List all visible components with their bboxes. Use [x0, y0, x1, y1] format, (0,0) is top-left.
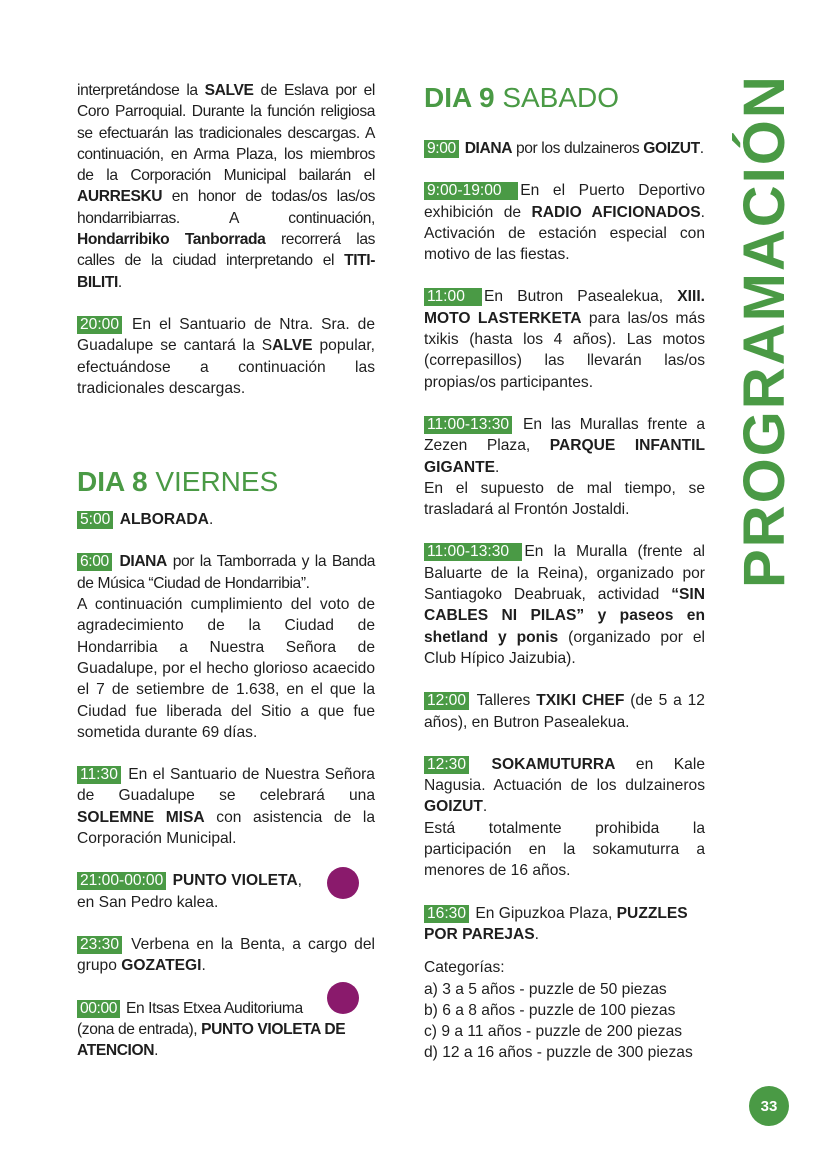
highlight-text: GOZATEGI — [121, 957, 202, 975]
body-text: . — [117, 273, 122, 291]
body-text: . — [699, 140, 704, 157]
body-text: de Eslava por el Coro Parroquial. Durante la función religiosa se efectuarán las tradicionales descargas. A continuación, en Arma Plaza, los miembros de la Corporación Municipal bailarán el — [77, 82, 375, 185]
body-text: con asistencia de la Corporación Municipal. — [77, 808, 375, 848]
body-text: En las Murallas frente a Zezen Plaza, — [424, 415, 705, 455]
event-5-00 — [77, 509, 375, 530]
body-text: En el Puerto Deportivo exhibición de — [424, 182, 705, 221]
highlight-text: SOLEMNE MISA — [77, 808, 205, 826]
event-20-00 — [77, 314, 375, 399]
body-text — [471, 756, 492, 773]
body-text: En el Santuario de Ntra. Sra. de Guadalupe se cantará la S — [77, 315, 375, 355]
violet-point-icon — [327, 982, 359, 1014]
body-text: En Itsas Etxea Auditoriuma (zona de entrada), — [77, 999, 303, 1038]
body-text: . — [208, 511, 214, 529]
body-text: . — [534, 925, 539, 943]
event-11-00 — [424, 286, 705, 392]
time-badge: 5:00 — [77, 511, 113, 529]
day-9-heading: DIA 9 SABADO — [424, 82, 620, 113]
body-text: A continuación cumplimiento del voto de agradecimiento de la Ciudad de Hondarribia a Nuestra Señora de Guadalupe, por el hecho glorioso acaecido el 7 de setiembre de 1.638, en el que la Ciudad fue liberada del Sitio a que fue sometida durante 69 días. — [77, 596, 375, 741]
body-text: . En el supuesto de mal tiempo, se trasladará al Frontón Jostaldi. — [424, 458, 705, 519]
body-text: recorrerá las calles de la ciudad interpretando el — [77, 231, 375, 270]
highlight-text: AURRESKU — [77, 188, 163, 206]
categories-label: Categorías: — [424, 959, 505, 977]
event-11-00-13-30-a — [424, 414, 705, 520]
body-text: en honor de todas/os las/os hondarribiarras. A continuación, — [77, 188, 375, 227]
time-badge: 6:00 — [77, 553, 112, 571]
body-text: (organizado por el Club Hípico Jaizubia). — [424, 628, 705, 667]
body-text: para las/os más txikis (hasta los 4 años). Las motos (correpasillos) las llevarán las/os propias/os participantes. — [424, 309, 705, 391]
highlight-text: DIANA — [119, 553, 167, 571]
body-text: En Butron Pasealekua, — [484, 288, 678, 306]
highlight-text: PUNTO VIOLETA — [172, 872, 298, 890]
body-text: Talleres — [471, 692, 537, 710]
highlight-text: DIANA — [464, 140, 513, 157]
body-text: (de 5 a 12 años), en Butron Pasealekua. — [424, 692, 705, 731]
time-badge: 20:00 — [77, 316, 122, 334]
event-12-30 — [424, 754, 705, 882]
highlight-text: TXIKI CHEF — [536, 692, 625, 710]
highlight-text: GOIZUT — [424, 798, 483, 816]
highlight-text: XIII. MOTO LASTERKETA — [424, 288, 706, 327]
body-text: En el Santuario de Nuestra Señora de Guadalupe se celebrará una — [77, 766, 375, 805]
body-text: En la Muralla (frente al Baluarte de la Reina), organizado por Santiagoko Deabruak, actividad — [424, 543, 705, 604]
highlight-text: SOKAMUTURRA — [491, 755, 616, 773]
highlight-text: GOIZUT — [643, 140, 700, 157]
time-badge: 12:00 — [424, 692, 469, 710]
body-text: en Kale Nagusia. Actuación de los dulzaineros — [424, 755, 705, 795]
violet-point-icon — [327, 867, 359, 899]
body-text: . — [201, 957, 206, 975]
time-badge: 11:00 — [424, 288, 482, 306]
event-23-30 — [77, 934, 375, 977]
highlight-text: Hondarribiko Tanborrada — [77, 231, 266, 249]
event-12-00 — [424, 690, 705, 733]
body-text: popular, efectuándose a continuación las tradicionales descargas. — [77, 337, 376, 397]
highlight-text: RADIO AFICIONADOS — [531, 203, 701, 221]
event-6-00-detail — [77, 594, 375, 743]
body-text: , en San Pedro kalea. — [77, 872, 302, 911]
time-badge: 23:30 — [77, 936, 122, 954]
time-badge: 11:30 — [77, 766, 121, 784]
section-title-vertical: PROGRAMACIÓN — [732, 74, 797, 588]
category-item: c) 9 a 11 años - puzzle de 200 piezas — [424, 1023, 683, 1041]
right-column — [424, 80, 705, 1064]
event-11-00-13-30-b — [424, 541, 705, 669]
time-badge: 12:30 — [424, 756, 469, 774]
body-text: . Activación de estación especial con motivo de las fiestas. — [424, 203, 705, 264]
time-badge: 9:00-19:00 — [424, 182, 518, 200]
time-badge: 16:30 — [424, 905, 469, 923]
intro-paragraph — [77, 80, 375, 293]
category-item: a) 3 a 5 años - puzzle de 50 piezas — [424, 980, 667, 998]
highlight-text: “SIN CABLES NI PILAS” y paseos en shetland y ponis — [424, 586, 705, 646]
highlight-text: ALBORADA — [119, 511, 209, 529]
time-badge: 11:00-13:30 — [424, 416, 512, 434]
left-column — [77, 80, 375, 1061]
event-11-30 — [77, 764, 375, 849]
highlight-text: SALVE — [204, 82, 254, 99]
body-text: por los dulzaineros — [512, 140, 644, 157]
highlight-text: PUNTO VIOLETA DE ATENCION — [77, 1020, 346, 1060]
highlight-text: ALVE — [272, 337, 313, 355]
highlight-text: TITI-BILITI — [77, 252, 375, 291]
time-badge: 21:00-00:00 — [77, 872, 166, 890]
highlight-text: PUZZLES POR PAREJAS — [424, 904, 688, 943]
event-16-30 — [424, 903, 705, 946]
time-badge: 11:00-13:30 — [424, 543, 522, 561]
body-text: . Está totalmente prohibida la participación en la sokamuturra a menores de 16 años. — [424, 798, 705, 880]
day-8-heading: DIA 8 VIERNES — [77, 466, 279, 498]
highlight-text: PARQUE INFANTIL GIGANTE — [424, 437, 705, 476]
category-item: b) 6 a 8 años - puzzle de 100 piezas — [424, 1001, 676, 1019]
event-9-00 — [424, 138, 705, 159]
body-text: Verbena en la Benta, a cargo del grupo — [77, 935, 375, 975]
category-item: d) 12 a 16 años - puzzle de 300 piezas — [424, 1044, 693, 1062]
event-9-00-19-00 — [424, 180, 705, 265]
body-text: . — [154, 1042, 159, 1060]
time-badge: 00:00 — [77, 1000, 120, 1018]
body-text: En Gipuzkoa Plaza, — [471, 904, 617, 922]
body-text: por la Tamborrada y la Banda de Música “Ciudad de Hondarribia”. — [77, 553, 375, 592]
event-6-00 — [77, 551, 375, 594]
page-number: 33 — [749, 1086, 789, 1126]
time-badge: 9:00 — [424, 140, 459, 158]
body-text: interpretándose la — [77, 82, 205, 99]
